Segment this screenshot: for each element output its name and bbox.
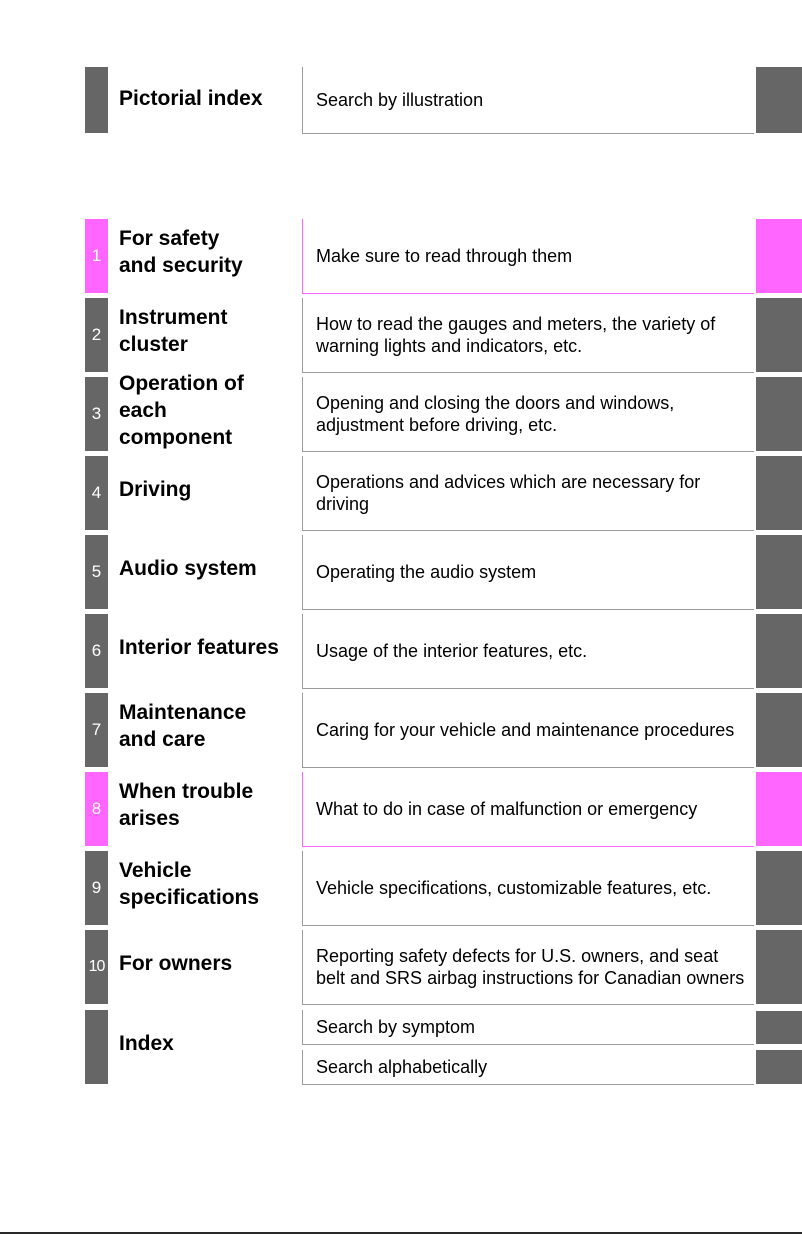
search-by-symptom-link[interactable]: Search by symptom <box>302 1010 754 1045</box>
section-description-link[interactable]: Reporting safety defects for U.S. owners, and seat belt and SRS airbag instructions for Canadian owners <box>302 930 754 1005</box>
section-number[interactable]: 4 <box>85 456 108 530</box>
index-marker <box>85 1010 108 1084</box>
section-title-text: Instrument cluster <box>119 306 228 356</box>
section-tab[interactable] <box>756 219 802 293</box>
section-number[interactable]: 9 <box>85 851 108 925</box>
section-description-link[interactable]: Usage of the interior features, etc. <box>302 614 754 689</box>
index-title: Index <box>119 1031 174 1055</box>
section-title-text: Operation of each component <box>119 371 244 449</box>
section-title <box>119 768 299 842</box>
pictorial-index-title: Pictorial index <box>119 86 263 110</box>
section-number[interactable]: 6 <box>85 614 108 688</box>
section-description-link[interactable]: Operations and advices which are necessary for driving <box>302 456 754 531</box>
section-tab[interactable] <box>756 535 802 609</box>
pictorial-index-tab[interactable] <box>756 67 802 133</box>
section-description-link[interactable]: Vehicle specifications, customizable features, etc. <box>302 851 754 926</box>
section-title-text: Vehicle specifications <box>119 859 260 909</box>
section-tab[interactable] <box>756 298 802 372</box>
section-tab[interactable] <box>756 772 802 846</box>
section-number[interactable]: 3 <box>85 377 108 451</box>
section-number[interactable]: 2 <box>85 298 108 372</box>
section-title <box>119 294 299 368</box>
section-title <box>119 926 299 1000</box>
section-number[interactable]: 10 <box>85 930 108 1004</box>
search-by-symptom-tab[interactable] <box>756 1011 802 1044</box>
section-tab[interactable] <box>756 930 802 1004</box>
section-title-text: When trouble arises <box>119 780 254 830</box>
pictorial-index-marker <box>85 67 108 133</box>
section-title <box>119 452 299 526</box>
page-bottom-rule <box>0 1232 802 1234</box>
section-description-link[interactable]: Caring for your vehicle and maintenance procedures <box>302 693 754 768</box>
section-title <box>119 373 299 447</box>
section-title-text: Maintenance and care <box>119 701 247 751</box>
section-description-link[interactable]: Opening and closing the doors and windows, adjustment before driving, etc. <box>302 377 754 452</box>
section-description-link[interactable]: What to do in case of malfunction or emergency <box>302 772 754 847</box>
section-tab[interactable] <box>756 377 802 451</box>
search-alphabetically-tab[interactable] <box>756 1050 802 1084</box>
section-title <box>119 847 299 921</box>
section-number[interactable]: 5 <box>85 535 108 609</box>
section-title-text: For owners <box>119 951 233 975</box>
section-number[interactable]: 7 <box>85 693 108 767</box>
section-title-text: Driving <box>119 477 192 501</box>
pictorial-index-link[interactable]: Search by illustration <box>302 67 754 134</box>
section-title <box>119 689 299 763</box>
section-tab[interactable] <box>756 693 802 767</box>
section-tab[interactable] <box>756 614 802 688</box>
section-title <box>119 215 299 289</box>
section-title-text: For safety and security <box>119 227 243 277</box>
section-title-text: Audio system <box>119 556 257 580</box>
section-number[interactable]: 8 <box>85 772 108 846</box>
section-number[interactable]: 1 <box>85 219 108 293</box>
section-title <box>119 531 299 605</box>
section-description-link[interactable]: How to read the gauges and meters, the variety of warning lights and indicators, etc. <box>302 298 754 373</box>
section-description-link[interactable]: Operating the audio system <box>302 535 754 610</box>
search-alphabetically-link[interactable]: Search alphabetically <box>302 1050 754 1085</box>
section-title-text: Interior features <box>119 635 279 659</box>
section-tab[interactable] <box>756 456 802 530</box>
section-tab[interactable] <box>756 851 802 925</box>
section-title <box>119 610 299 684</box>
section-description-link[interactable]: Make sure to read through them <box>302 219 754 294</box>
